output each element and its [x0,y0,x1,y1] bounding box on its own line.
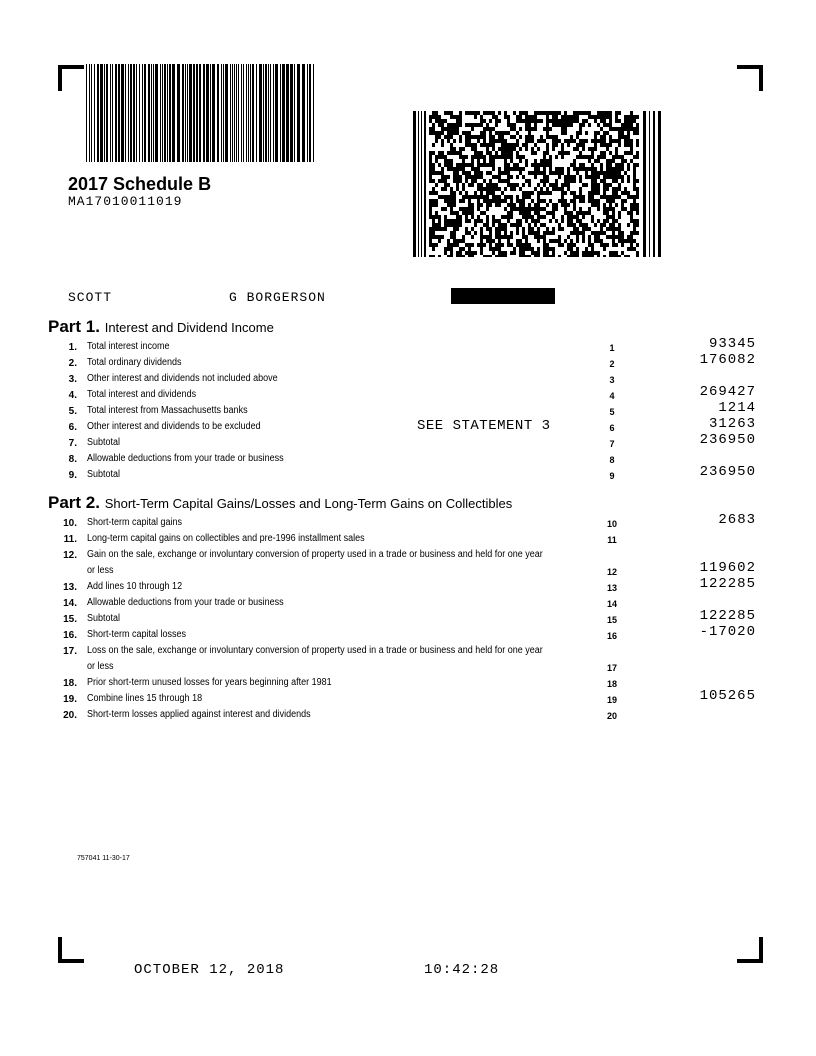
line-note: SEE STATEMENT 3 [417,418,551,434]
form-line-continued [0,560,816,579]
line-amount: 122285 [699,608,756,624]
form-line [0,464,816,483]
line-description: Short-term capital gains [87,517,183,528]
line-number: 14. [63,598,77,609]
line-box-number: 4 [609,391,615,401]
taxpayer-first-name: SCOTT [68,290,113,305]
line-number: 17. [63,646,77,657]
line-amount: 31263 [708,416,756,432]
form-line [0,608,816,627]
form-line [0,352,816,371]
print-time: 10:42:28 [424,962,500,978]
form-line [0,595,816,611]
line-box-number: 11 [607,535,617,545]
line-amount: 1214 [718,400,756,416]
line-description: Other interest and dividends not included above [87,373,278,384]
line-description: Gain on the sale, exchange or involuntary conversion of property used in a trade or business and held for one year [87,549,543,560]
line-number: 9. [68,470,77,481]
form-line [0,336,816,355]
line-box-number: 12 [606,567,617,577]
part2-title: Short-Term Capital Gains/Losses and Long-Term Gains on Collectibles [104,496,513,511]
form-line [0,624,816,643]
line-description: Total ordinary dividends [87,357,182,368]
part2-heading [48,493,512,513]
line-description: Short-term losses applied against interest and dividends [87,709,311,720]
registration-mark-top-right [737,65,763,91]
line-number: 18. [63,678,77,689]
line-description: Subtotal [87,613,121,624]
redacted-ssn [451,288,555,304]
part1-label: Part 1. [48,317,100,336]
line-number: 16. [63,630,77,641]
form-line [0,643,816,659]
line-description: Allowable deductions from your trade or business [87,597,284,608]
line-description: Short-term capital losses [87,629,187,640]
line-description-continued: or less [87,565,114,576]
form-code: 757041 11-30-17 [77,855,130,862]
line-box-number: 16 [606,631,617,641]
form-line [0,675,816,691]
line-description: Add lines 10 through 12 [87,581,183,592]
form-line [0,371,816,387]
form-id: MA17010011019 [68,194,183,209]
form-line-continued [0,659,816,675]
line-amount: -17020 [699,624,756,640]
line-number: 15. [63,614,77,625]
line-box-number: 13 [606,583,617,593]
line-number: 12. [63,550,77,561]
registration-mark-bottom-right [737,937,763,963]
barcode-1d [86,64,318,162]
line-box-number: 10 [606,519,617,529]
line-number: 7. [68,438,77,449]
line-number: 6. [68,422,77,433]
form-line [0,547,816,563]
form-line [0,707,816,723]
line-amount: 122285 [699,576,756,592]
line-number: 2. [68,358,77,369]
part1-title: Interest and Dividend Income [104,320,274,335]
line-number: 8. [68,454,77,465]
line-box-number: 9 [609,471,615,481]
line-description: Subtotal [87,437,121,448]
line-number: 10. [63,518,77,529]
form-title: 2017 Schedule B [68,174,212,194]
line-box-number: 2 [609,359,615,369]
form-line [0,432,816,451]
form-line [0,576,816,595]
form-line [0,416,816,435]
line-number: 13. [63,582,77,593]
print-date: OCTOBER 12, 2018 [134,962,285,978]
line-box-number: 17 [606,663,617,673]
form-line [0,512,816,531]
line-box-number: 19 [606,695,617,705]
registration-mark-bottom-left [58,937,84,963]
form-line [0,688,816,707]
line-amount: 93345 [708,336,756,352]
line-description: Loss on the sale, exchange or involuntary conversion of property used in a trade or business and held for one year [87,645,543,656]
line-description: Subtotal [87,469,121,480]
line-amount: 236950 [699,432,756,448]
line-box-number: 8 [609,455,615,465]
part1-heading [48,317,274,337]
form-line [0,400,816,419]
form-line [0,384,816,403]
line-box-number: 3 [609,375,615,385]
line-description: Total interest income [87,341,170,352]
line-box-number: 5 [609,407,615,417]
line-description: Total interest from Massachusetts banks [87,405,248,416]
line-box-number: 1 [609,343,615,353]
line-number: 1. [68,342,77,353]
line-description: Total interest and dividends [87,389,197,400]
line-number: 5. [68,406,77,417]
taxpayer-last-name: G BORGERSON [229,290,326,305]
line-amount: 236950 [699,464,756,480]
line-description: Prior short-term unused losses for years beginning after 1981 [87,677,332,688]
line-description: Other interest and dividends to be excluded [87,421,261,432]
line-number: 20. [63,710,77,721]
line-number: 11. [63,534,77,545]
line-number: 4. [68,390,77,401]
barcode-2d-pdf417 [413,111,661,257]
line-number: 19. [63,694,77,705]
line-amount: 2683 [718,512,756,528]
part2-label: Part 2. [48,493,100,512]
line-box-number: 7 [609,439,615,449]
form-line [0,531,816,547]
line-amount: 269427 [699,384,756,400]
line-amount: 119602 [699,560,756,576]
line-amount: 105265 [699,688,756,704]
line-box-number: 6 [609,423,615,433]
line-box-number: 20 [606,711,617,721]
line-description: Allowable deductions from your trade or business [87,453,284,464]
line-box-number: 14 [606,599,617,609]
line-box-number: 15 [606,615,617,625]
line-box-number: 18 [606,679,617,689]
line-amount: 176082 [699,352,756,368]
line-description: Long-term capital gains on collectibles and pre-1996 installment sales [87,533,365,544]
line-number: 3. [68,374,77,385]
line-description-continued: or less [87,661,114,672]
registration-mark-top-left [58,65,84,91]
form-line [0,451,816,467]
line-description: Combine lines 15 through 18 [87,693,203,704]
